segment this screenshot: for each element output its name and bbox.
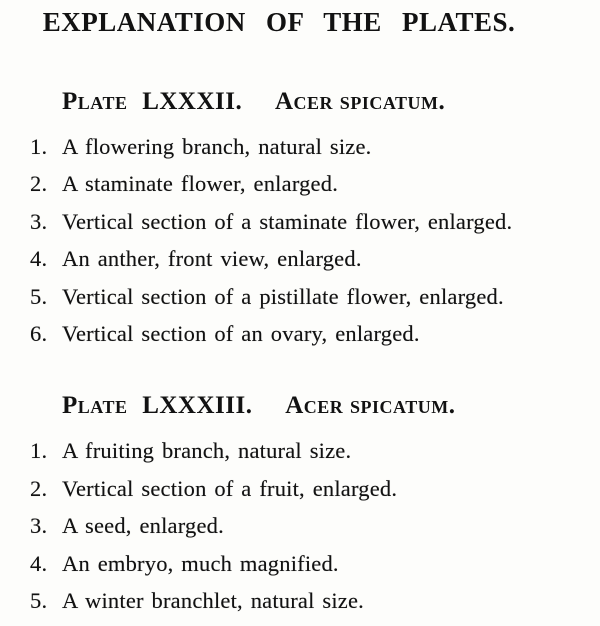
book-page: [0, 6, 600, 619]
figure-item: [30, 128, 600, 165]
plate-number: Plate LXXXIII.: [62, 392, 253, 420]
plate-section-lxxxii: [0, 86, 600, 352]
figure-number: 1.: [30, 438, 48, 464]
figure-item: [30, 315, 600, 352]
figure-number: 3.: [30, 208, 48, 234]
figure-number: 4.: [30, 550, 48, 576]
figure-caption: An embryo, much magnified.: [62, 550, 339, 576]
figure-number: 2.: [30, 475, 48, 501]
figure-number: 6.: [30, 321, 48, 347]
plate-header: [62, 390, 600, 422]
figure-number: 2.: [30, 171, 48, 197]
plate-header: [62, 86, 600, 118]
figure-item: [30, 432, 600, 469]
figure-caption: Vertical section of a pistillate flower, enlarged.: [62, 283, 504, 309]
figure-caption: Vertical section of a fruit, enlarged.: [62, 475, 398, 501]
figure-item: [30, 203, 600, 240]
figure-item: [30, 582, 600, 619]
figure-caption: A winter branchlet, natural size.: [62, 588, 364, 614]
figure-caption: Vertical section of an ovary, enlarged.: [62, 321, 420, 347]
figure-item: [30, 545, 600, 582]
figure-number: 3.: [30, 513, 48, 539]
plate-number: Plate LXXXII.: [62, 88, 243, 115]
figure-list: [30, 128, 600, 352]
figure-item: [30, 470, 600, 507]
species-name: Acer spicatum.: [285, 392, 456, 420]
figure-caption: An anther, front view, enlarged.: [62, 246, 362, 272]
figure-list: [30, 432, 600, 619]
species-name: Acer spicatum.: [275, 88, 446, 115]
figure-number: 1.: [30, 134, 48, 159]
figure-caption: A staminate flower, enlarged.: [62, 171, 339, 197]
plate-section-lxxxiii: [0, 390, 600, 619]
figure-item: [30, 507, 600, 544]
figure-number: 5.: [30, 283, 48, 309]
figure-number: 5.: [30, 588, 48, 614]
figure-caption: A fruiting branch, natural size.: [62, 438, 352, 464]
figure-item: [30, 240, 600, 277]
page-title: EXPLANATION OF THE PLATES.: [42, 7, 516, 37]
figure-item: [30, 165, 600, 202]
figure-caption: A seed, enlarged.: [62, 513, 224, 539]
figure-number: 4.: [30, 246, 48, 272]
figure-caption: Vertical section of a staminate flower, enlarged.: [62, 208, 513, 234]
figure-caption: A flowering branch, natural size.: [62, 134, 372, 159]
figure-item: [30, 278, 600, 315]
